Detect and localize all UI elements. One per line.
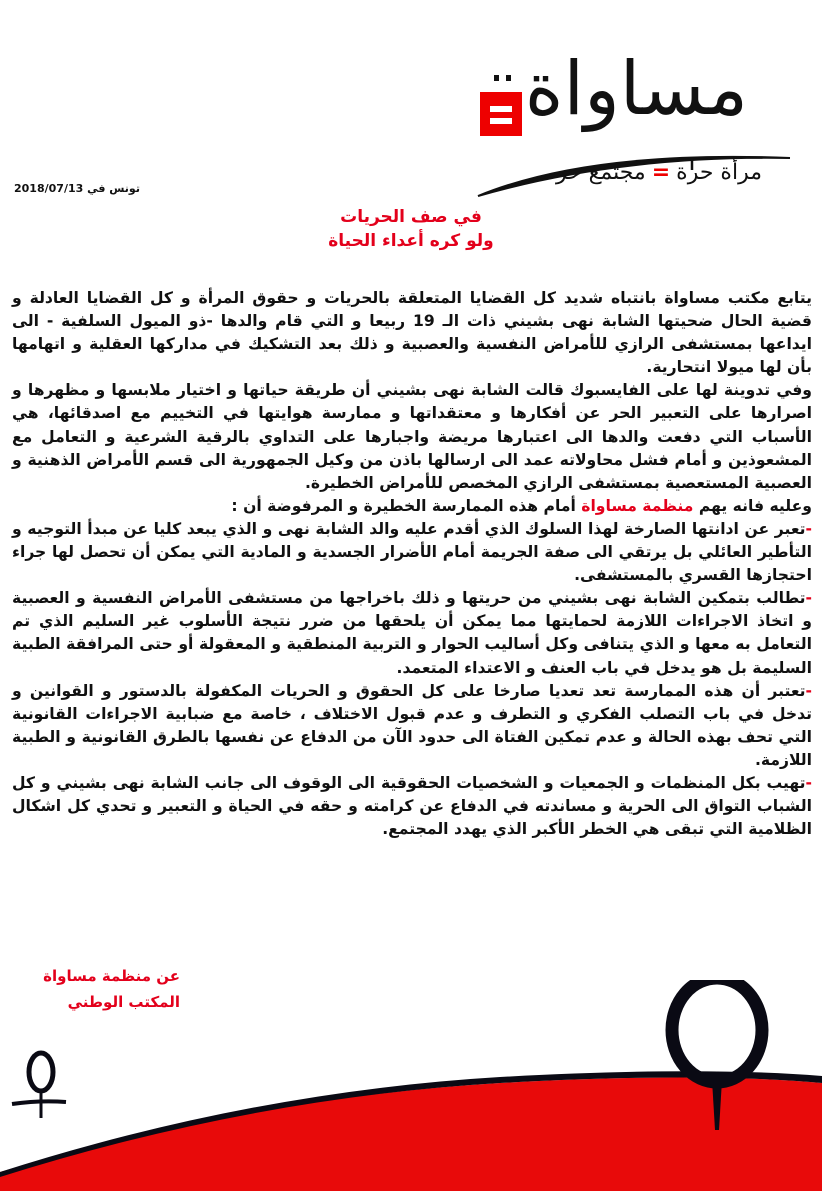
masawat-logo xyxy=(470,30,800,185)
bullet-item: -تطالب بتمكين الشابة نهى بشيني من حريتها و ذلك باخراجها من مستشفى الأمراض النفسية و العصبية و اتخاذ الاجراءات اللازمة لحمايتها مما يمكن أن يلحقها من ضرر نتيجة الأسلوب غير السليم الذي تم التعامل به معها و الذي يتنافى وكل أساليب الحوار و التربية المنطقية و المعقولة أو حتى المرافقة الطبية السليمة بل هو يدخل في باب العنف و الاعتداء المتعمد. xyxy=(12,589,812,677)
logo-swoosh-icon xyxy=(470,110,800,200)
signature-org: عن منظمة مساواة xyxy=(43,967,180,985)
logo-wordmark: مساواة xyxy=(524,46,748,132)
bullet-item: -تعتبر أن هذه الممارسة تعد تعديا صارخا على كل الحقوق و الحريات المكفولة بالدستور و القوانين و تدخل في باب التصلب الفكري و التطرف و عدم قبول الاختلاف ، خاصة مع ضبابية الاجراءات القانونية التي تحف بهذه الحالة و عدم تمكين الفتاة الى حدود الآن من الدفاع عن نفسها بالطرق القانونية و الطبية اللازمة. xyxy=(12,681,812,769)
footer-red-band xyxy=(0,1078,822,1191)
statement-body xyxy=(12,287,812,841)
logo-tagline xyxy=(556,160,762,185)
tagline-equals: = xyxy=(651,160,671,185)
bullet-item: -تعبر عن ادانتها الصارخة لهذا السلوك الذي أقدم عليه والد الشابة نهى و الذي يبعد كليا عن مبدأ التوجيه و التأطير العائلي بل يرتقي الى صفة الجريمة أمام الأضرار الجسدية و المادية التي يمكن أن تحصل لها جراء احتجازها القسري بالمستشفى. xyxy=(12,519,812,585)
venus-symbol-small-icon xyxy=(12,1053,66,1118)
document-title xyxy=(0,205,822,253)
signature-office: المكتب الوطني xyxy=(67,993,180,1011)
paragraph-intro: يتابع مكتب مساواة بانتباه شديد كل القضايا المتعلقة بالحريات و حقوق المرأة و كل القضايا العادلة و قضية الحال ضحيتها الشابة نهى بشيني ذات الـ 19 ربيعا و التي قام والدها -ذو الميول السلفية - الى ايداعها بمستشفى الرازي للأمراض النفسية والعصبية و ذلك بعد التشكيك في مداركها العقلية و اتهامها بأن لها ميولا انتحارية. xyxy=(12,289,813,377)
paragraph-context: وفي تدوينة لها على الفايسبوك قالت الشابة نهى بشيني أن طريقة حياتها و اختيار ملابسها و مظهرها و اصرارها على التعبير الحر عن أفكارها و معتقداتها و ممارسة هوايتها في التخييم مع اصدقائها، هي الأسباب التي دفعت والدها الى اعتبارها مريضة واجبارها على التداوي بالرقية الشرعية و التعامل مع المشعوذين و أمام فشل محاولاته عمد الى ارسالها باذن من وكيل الجمهورية الى قسم الأمراض الذهنية و العصبية المستعصية بمستشفى الرازي المخصص للأمراض الخطيرة. xyxy=(12,381,812,492)
bullet-dash-icon: - xyxy=(805,773,812,792)
bullet-dash-icon: - xyxy=(805,589,812,608)
title-line-1: في صف الحريات xyxy=(340,207,482,227)
bullet-item: -تهيب بكل المنظمات و الجمعيات و الشخصيات الحقوقية الى الوقوف الى جانب الشابة نهى بشيني و كل الشباب التواق الى الحرية و مساندته في الدفاع عن كرامته و حقه في الحياة و التعبير و تحدي كل اشكال الظلامية التي تبقى هي الخطر الأكبر الذي يهدد المجتمع. xyxy=(12,773,812,839)
organization-name: منظمة مساواة xyxy=(581,496,694,515)
footer-graphic xyxy=(0,980,822,1191)
tagline-society: مجتمع حر xyxy=(555,160,646,185)
tagline-woman: مرأة حرة xyxy=(676,160,762,185)
logo-dots xyxy=(492,75,512,81)
bullet-dash-icon: - xyxy=(805,681,812,700)
paragraph-position: وعليه فانه يهم منظمة مساواة أمام هذه الممارسة الخطيرة و المرفوضة أن : xyxy=(231,496,812,515)
title-line-2: ولو كره أعداء الحياة xyxy=(328,231,494,251)
bullet-dash-icon: - xyxy=(805,519,812,538)
document-date: تونس في 2018/07/13 xyxy=(14,182,140,195)
